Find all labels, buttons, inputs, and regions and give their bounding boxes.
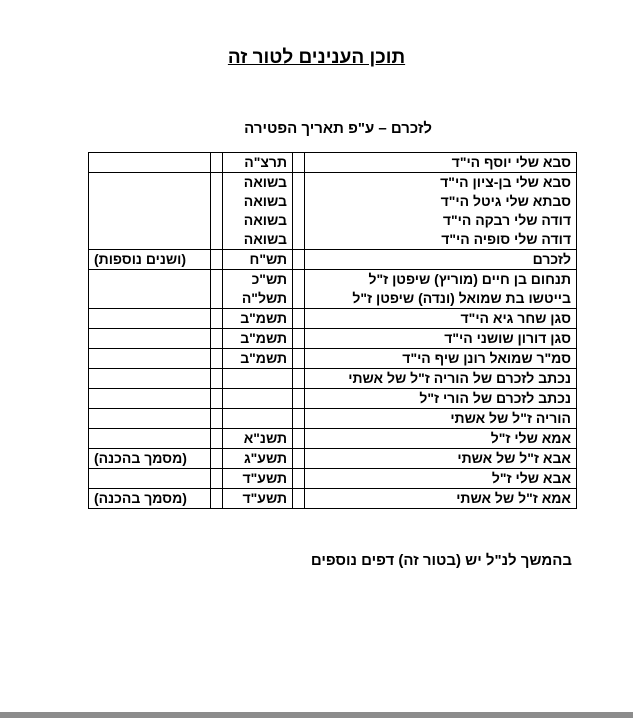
spacer-cell (211, 409, 223, 429)
spacer-cell (211, 250, 223, 270)
spacer-cell (211, 309, 223, 329)
name-cell (305, 250, 577, 270)
note-cell (89, 429, 211, 449)
spacer-cell (293, 469, 305, 489)
year-line: תשמ"ב (240, 350, 287, 366)
name-line: אמא ז"ל של אשתי (456, 490, 571, 506)
name-cell (305, 173, 577, 250)
table-row (89, 153, 577, 173)
name-cell (305, 369, 577, 389)
spacer-cell (211, 270, 223, 309)
name-cell (305, 349, 577, 369)
year-line: בשואה (243, 193, 287, 209)
name-line: אבא שלי ז"ל (491, 470, 571, 486)
name-cell (305, 449, 577, 469)
year-cell (223, 389, 293, 409)
note-cell (89, 449, 211, 469)
note-cell (89, 489, 211, 509)
year-cell (223, 250, 293, 270)
spacer-cell (211, 173, 223, 250)
year-line: בשואה (243, 231, 287, 247)
name-line: אבא ז"ל של אשתי (457, 450, 571, 466)
name-cell (305, 329, 577, 349)
spacer-cell (293, 349, 305, 369)
name-line: תנחום בן חיים (מוריץ) שיפטן ז"ל (368, 271, 571, 287)
year-cell (223, 173, 293, 250)
note-text (94, 469, 205, 488)
name-line: סגן דורון שושני הי"ד (444, 330, 571, 346)
name-line: סבא שלי בן-ציון הי"ד (440, 174, 571, 190)
note-cell (89, 309, 211, 329)
spacer-cell (293, 369, 305, 389)
name-line: דודה שלי רבקה הי"ד (442, 212, 571, 228)
name-line: סמ"ר שמואל רונן שיף הי"ד (402, 350, 571, 366)
spacer-cell (293, 329, 305, 349)
table-row (89, 389, 577, 409)
spacer-cell (211, 469, 223, 489)
name-cell (305, 489, 577, 509)
note-text: (מסמך בהכנה) (94, 490, 187, 506)
year-line: תשמ"ב (240, 330, 287, 346)
spacer-cell (293, 270, 305, 309)
note-text (94, 429, 205, 448)
note-cell (89, 153, 211, 173)
note-text (94, 369, 205, 388)
spacer-cell (293, 489, 305, 509)
table-row (89, 449, 577, 469)
footer-note: בהמשך לנ"ל יש (בטור זה) דפים נוספים (310, 552, 572, 569)
note-text: (ושנים נוספות) (94, 251, 187, 267)
spacer-cell (211, 329, 223, 349)
spacer-cell (211, 369, 223, 389)
table-row (89, 489, 577, 509)
name-line: דודה שלי סופיה הי"ד (441, 231, 571, 247)
year-line: תשע"ד (242, 470, 287, 486)
note-cell (89, 329, 211, 349)
subtitle: לזכרם – ע"פ תאריך הפטירה (244, 120, 432, 137)
year-line: תשמ"ב (240, 310, 287, 326)
page-title: תוכן הענינים לטור זה (227, 47, 406, 68)
note-text (94, 173, 205, 192)
spacer-cell (211, 153, 223, 173)
note-cell (89, 250, 211, 270)
year-cell (223, 329, 293, 349)
spacer-cell (211, 449, 223, 469)
year-line: תשל"ה (241, 290, 287, 306)
name-line: סבא שלי יוסף הי"ד (451, 154, 571, 170)
table-row (89, 173, 577, 250)
table-row (89, 309, 577, 329)
note-text (94, 309, 205, 328)
year-cell (223, 369, 293, 389)
note-text (94, 409, 205, 428)
spacer-cell (293, 449, 305, 469)
spacer-cell (211, 489, 223, 509)
table-row (89, 469, 577, 489)
name-cell (305, 429, 577, 449)
note-cell (89, 349, 211, 369)
year-line: תש"ח (249, 251, 287, 267)
year-line (228, 389, 287, 408)
year-cell (223, 469, 293, 489)
name-line: נכתב לזכרם של הוריה ז"ל של אשתי (348, 370, 571, 386)
table-row (89, 369, 577, 389)
name-cell (305, 153, 577, 173)
year-cell (223, 489, 293, 509)
table-row (89, 250, 577, 270)
year-line: תש"כ (251, 271, 287, 287)
spacer-cell (293, 309, 305, 329)
spacer-cell (293, 389, 305, 409)
spacer-cell (211, 429, 223, 449)
table-row (89, 349, 577, 369)
note-cell (89, 409, 211, 429)
name-line: הוריה ז"ל של אשתי (450, 410, 571, 426)
name-line: בייטשו בת שמואל (ונדה) שיפטן ז"ל (352, 290, 571, 306)
spacer-cell (293, 173, 305, 250)
year-line: בשואה (243, 174, 287, 190)
note-text: (מסמך בהכנה) (94, 450, 187, 466)
spacer-cell (211, 389, 223, 409)
table-row (89, 409, 577, 429)
table-row (89, 429, 577, 449)
name-cell (305, 389, 577, 409)
note-cell (89, 469, 211, 489)
name-line: אמא שלי ז"ל (490, 430, 571, 446)
note-text (94, 153, 205, 172)
year-cell (223, 449, 293, 469)
name-cell (305, 469, 577, 489)
year-cell (223, 309, 293, 329)
name-line: נכתב לזכרם של הורי ז"ל (419, 390, 571, 406)
year-cell (223, 153, 293, 173)
table-row (89, 270, 577, 309)
note-text (94, 349, 205, 368)
name-cell (305, 270, 577, 309)
spacer-cell (293, 250, 305, 270)
table-row (89, 329, 577, 349)
name-line: סגן שחר גיא הי"ד (460, 310, 571, 326)
name-line: סבתא שלי גיטל הי"ד (440, 193, 571, 209)
note-cell (89, 270, 211, 309)
note-cell (89, 389, 211, 409)
name-cell (305, 409, 577, 429)
year-line: תשע"ג (243, 450, 287, 466)
contents-table-body (89, 153, 577, 509)
note-cell (89, 173, 211, 250)
contents-table (88, 152, 577, 509)
year-cell (223, 409, 293, 429)
year-cell (223, 349, 293, 369)
year-line: תשע"ד (242, 490, 287, 506)
name-cell (305, 309, 577, 329)
year-line: תשנ"א (243, 430, 287, 446)
year-line (228, 409, 287, 428)
bottom-scrollbar-edge (0, 712, 633, 718)
year-line (228, 369, 287, 388)
spacer-cell (293, 153, 305, 173)
year-cell (223, 429, 293, 449)
spacer-cell (293, 409, 305, 429)
spacer-cell (293, 429, 305, 449)
spacer-cell (211, 349, 223, 369)
year-cell (223, 270, 293, 309)
note-cell (89, 369, 211, 389)
note-text (94, 270, 205, 289)
name-line: לזכרם (532, 251, 571, 267)
note-text (94, 389, 205, 408)
note-text (94, 329, 205, 348)
year-line: בשואה (243, 212, 287, 228)
year-line: תרצ"ה (244, 154, 287, 170)
